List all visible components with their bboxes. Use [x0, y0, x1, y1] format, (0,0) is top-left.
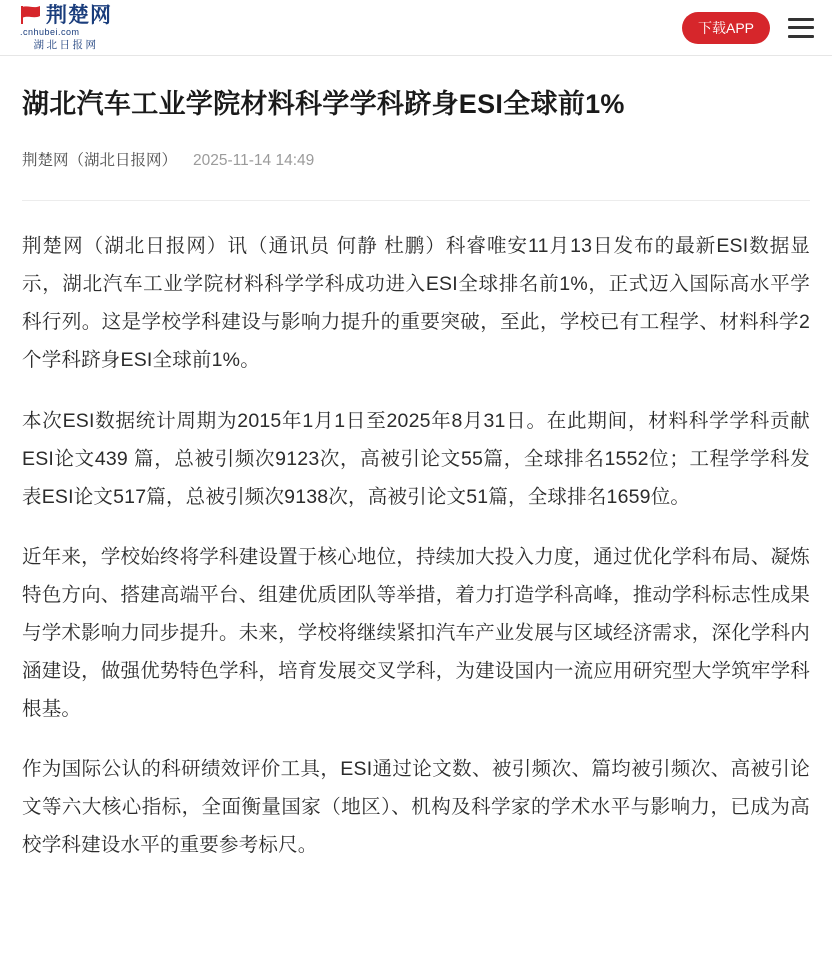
logo-main-row: [20, 4, 112, 26]
article-paragraph: 近年来，学校始终将学科建设置于核心地位，持续加大投入力度，通过优化学科布局、凝炼特色方向、搭建高端平台、组建优质团队等举措，着力打造学科高峰，推动学科标志性成果与学术影响力同步提升。未来，学校将继续紧扣汽车产业发展与区域经济需求，深化学科内涵建设，做强优势特色学科，培育发展交叉学科，为建设国内一流应用研究型大学筑牢学科根基。: [22, 545, 811, 720]
header-actions: [682, 12, 814, 44]
flag-icon: [20, 4, 42, 26]
logo-text: 荆楚网: [46, 2, 112, 27]
menu-bar-1: [788, 18, 814, 21]
page-title: 湖北汽车工业学院材料科学学科跻身ESI全球前1%: [22, 89, 625, 119]
article-meta: [22, 148, 810, 170]
article-paragraph: 作为国际公认的科研绩效评价工具，ESI通过论文数、被引频次、篇均被引频次、高被引论文等六大核心指标，全面衡量国家（地区）、机构及科学家的学术水平与影响力，已成为高校学科建设水平的重要参考标尺。: [22, 757, 810, 856]
logo-domain: .cnhubei.com: [20, 27, 80, 38]
meta-divider: [22, 200, 810, 201]
article-container: [0, 56, 832, 884]
article-source: 荆楚网（湖北日报网）: [22, 152, 178, 170]
site-header: [0, 0, 832, 56]
site-logo[interactable]: [20, 4, 112, 51]
logo-subtitle: 湖北日报网: [33, 39, 99, 52]
hamburger-menu-icon[interactable]: [788, 18, 814, 38]
article-paragraph: 本次ESI数据统计周期为2015年1月1日至2025年8月31日。在此期间，材料科学学科贡献ESI论文439 篇，总被引频次9123次，高被引论文55篇，全球排名1552位；工程学学科发表ESI论文517篇，总被引频次9138次，高被引论文51篇，全球排名1659位。: [22, 409, 810, 508]
menu-bar-3: [788, 35, 814, 38]
article-timestamp: 2025-11-14 14:49: [193, 152, 315, 170]
menu-bar-2: [788, 26, 814, 29]
article-body: [22, 227, 810, 863]
article-paragraph: 荆楚网（湖北日报网）讯（通讯员 何静 杜鹏）科睿唯安11月13日发布的最新ESI数据显示，湖北汽车工业学院材料科学学科成功进入ESI全球排名前1%，正式迈入国际高水平学科行列。这是学校学科建设与影响力提升的重要突破，至此，学校已有工程学、材料科学2个学科跻身ESI全球前1%。: [22, 235, 810, 372]
download-app-button[interactable]: 下载APP: [682, 12, 770, 44]
